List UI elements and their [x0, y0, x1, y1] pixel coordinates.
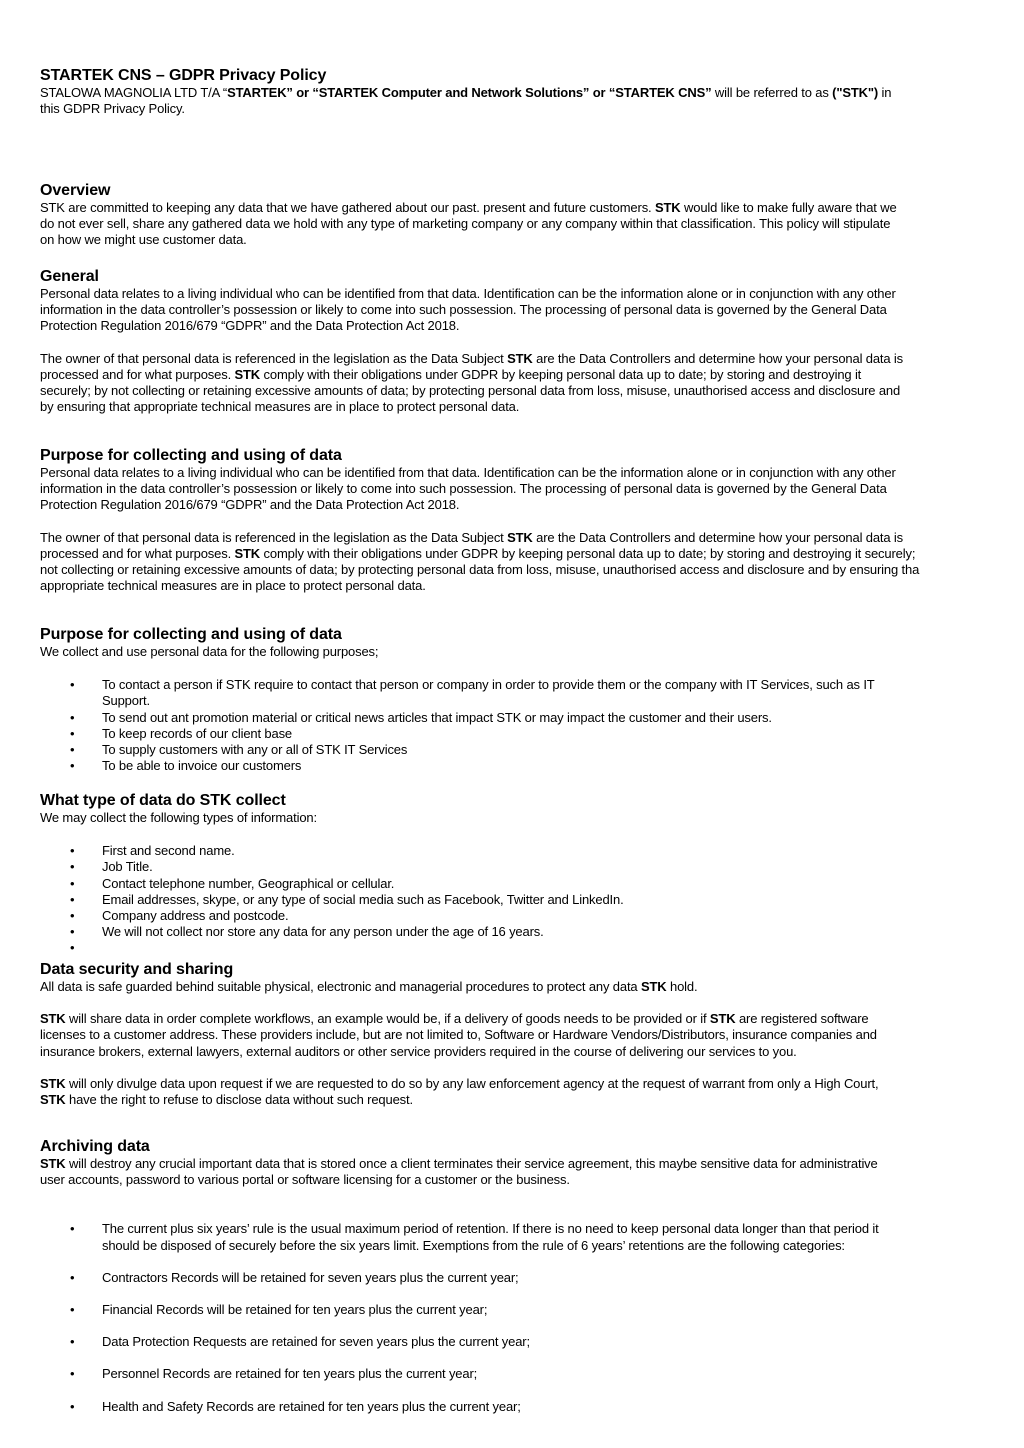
text-line	[40, 1076, 1000, 1092]
bullet-icon: •	[70, 758, 75, 774]
list-item	[40, 908, 1000, 924]
list-item	[40, 1302, 1000, 1318]
list-item-text	[102, 940, 1000, 956]
text-run: Personal data relates to a living individual who can be identified from that data. Identification can be the information alone or in conjunction with any other	[40, 286, 896, 301]
bold-text: ("STK")	[832, 85, 879, 100]
general-paragraph-2	[40, 351, 1000, 416]
text-line	[40, 302, 1000, 318]
bullet-icon: •	[70, 709, 75, 725]
bold-text: STK	[709, 1011, 736, 1027]
text-line	[40, 578, 1000, 594]
text-run: are the Data Controllers and determine how your personal data is	[532, 350, 904, 366]
list-item	[40, 1221, 1000, 1253]
text-run: by ensuring that appropriate technical measures are in place to protect personal data.	[40, 399, 520, 415]
text-run: user accounts, password to various portal or software licensing for a customer or the business.	[40, 1172, 570, 1188]
document-title: STARTEK CNS – GDPR Privacy Policy	[40, 67, 327, 84]
text-run: processed and for what purposes.	[40, 366, 235, 382]
bullet-icon: •	[70, 742, 75, 758]
intro-paragraph	[40, 85, 1000, 117]
text-line	[40, 85, 1000, 101]
text-run: licenses to a customer address. These providers include, but are not limited to, Software or Hardware Vendors/Distributors, insurance companies and	[40, 1027, 877, 1043]
text-line	[40, 497, 1000, 513]
list-item	[40, 876, 1000, 892]
list-item-text: Contact telephone number, Geographical or cellular.	[102, 875, 395, 891]
bold-text: STK	[507, 350, 533, 366]
text-run: processed and for what purposes.	[40, 545, 235, 561]
bold-text: STK	[640, 979, 667, 994]
list-item	[40, 1366, 1000, 1382]
archiving-paragraph	[40, 1156, 1000, 1188]
text-line	[40, 200, 1000, 216]
list-item	[40, 892, 1000, 908]
list-item-text: To keep records of our client base	[102, 725, 293, 741]
list-item-text: Support.	[102, 693, 150, 709]
data-types-list	[40, 843, 1000, 956]
list-item	[40, 742, 1000, 758]
list-item	[40, 1334, 1000, 1350]
text-line	[40, 1027, 1000, 1043]
text-run: will be referred to as	[711, 85, 833, 100]
purpose-list	[40, 677, 1000, 774]
text-run: are the Data Controllers and determine how your personal data is	[532, 529, 904, 545]
text-line	[40, 481, 1000, 497]
text-line	[40, 1172, 1000, 1188]
list-item-text: Job Title.	[102, 859, 153, 875]
bold-text: STARTEK” or “STARTEK Computer and Network Solutions” or “STARTEK CNS”	[227, 85, 712, 100]
text-line	[40, 1156, 1000, 1172]
security-paragraph-3	[40, 1076, 1000, 1108]
list-item-text: Financial Records will be retained for ten years plus the current year;	[102, 1302, 488, 1318]
text-run: have the right to refuse to disclose data without such request.	[65, 1092, 413, 1108]
purpose-paragraph-2	[40, 530, 1000, 595]
security-paragraph-2	[40, 1011, 1000, 1060]
text-run: would like to make fully aware that we	[680, 200, 897, 215]
text-run: on how we might use customer data.	[40, 232, 247, 248]
list-item	[40, 924, 1000, 940]
bullet-icon: •	[70, 725, 75, 741]
list-item	[40, 843, 1000, 859]
section-heading: Data security and sharing	[40, 961, 234, 978]
security-paragraph-1	[40, 979, 1000, 995]
list-item-text: Health and Safety Records are retained for ten years plus the current year;	[102, 1398, 521, 1414]
text-line	[40, 383, 1000, 399]
list-item-text: To contact a person if STK require to contact that person or company in order to provide them or the company with IT Services, such as IT	[102, 677, 875, 693]
text-run: STALOWA MAGNOLIA LTD T/A “	[40, 85, 228, 100]
list-item-text: To supply customers with any or all of STK IT Services	[102, 742, 408, 758]
text-run: in	[878, 85, 892, 100]
text-line	[40, 546, 1000, 562]
bold-text: STK	[234, 366, 261, 382]
text-run: this GDPR Privacy Policy.	[40, 101, 185, 117]
text-run: comply with their obligations under GDPR by keeping personal data up to date; by storing and destroying it securely;	[260, 545, 916, 561]
bold-text: STK	[40, 1075, 66, 1091]
section-general	[40, 268, 1000, 415]
list-item	[40, 859, 1000, 875]
list-item-text: Personnel Records are retained for ten years plus the current year;	[102, 1366, 478, 1382]
text-line	[40, 101, 1000, 117]
bullet-icon: •	[70, 1334, 75, 1350]
text-run: securely; by not collecting or retaining excessive amounts of data; by protecting personal data from loss, misuse, unauthorised access and disclosure and	[40, 383, 901, 399]
data-types-intro: We may collect the following types of information:	[40, 810, 317, 825]
text-run: comply with their obligations under GDPR by keeping personal data up to date; by storing and destroying it	[260, 366, 862, 382]
text-line	[40, 979, 1000, 995]
text-run: not collecting or retaining excessive amounts of data; by protecting personal data from loss, misuse, unauthorised access and disclosure and by ensuring tha	[40, 562, 920, 578]
list-item-text: The current plus six years’ rule is the usual maximum period of retention. If there is no need to keep personal data longer than that period it	[102, 1221, 879, 1237]
text-line	[40, 465, 1000, 481]
text-run: will destroy any crucial important data that is stored once a client terminates their service agreement, this maybe sensitive data for administrative	[65, 1156, 878, 1171]
bullet-icon: •	[70, 891, 75, 907]
list-item-text: First and second name.	[102, 843, 235, 859]
list-item-text: To send out ant promotion material or critical news articles that impact STK or may impact the customer and their users.	[102, 709, 772, 725]
list-item-text: should be disposed of securely before the six years limit. Exemptions from the rule of 6 years’ retentions are the following categories:	[102, 1237, 845, 1253]
text-line	[40, 351, 1000, 367]
section-heading: General	[40, 268, 99, 285]
text-run: information in the data controller’s possession or likely to come into such possession. The processing of personal data is governed by the General Data	[40, 481, 887, 497]
general-paragraph-1	[40, 286, 1000, 335]
section-purpose-2	[40, 626, 1000, 774]
section-security	[40, 961, 1000, 1108]
bold-text: STK	[654, 200, 681, 215]
list-item	[40, 677, 1000, 709]
list-item-text: Company address and postcode.	[102, 908, 289, 924]
overview-paragraph	[40, 200, 1000, 249]
text-run: Personal data relates to a living individual who can be identified from that data. Identification can be the information alone or in conjunction with any other	[40, 465, 896, 480]
text-line	[40, 1092, 1000, 1108]
list-item-text: We will not collect nor store any data for any person under the age of 16 years.	[102, 924, 544, 940]
text-run: are registered software	[735, 1011, 869, 1027]
text-run: The owner of that personal data is referenced in the legislation as the Data Subject	[40, 529, 508, 545]
list-item	[40, 1270, 1000, 1286]
list-item	[40, 1399, 1000, 1415]
text-run: appropriate technical measures are in place to protect personal data.	[40, 578, 426, 594]
text-run: Protection Regulation 2016/679 “GDPR” and the Data Protection Act 2018.	[40, 497, 460, 513]
section-heading: Purpose for collecting and using of data	[40, 626, 342, 643]
title-block	[40, 67, 1000, 117]
text-line	[40, 216, 1000, 232]
text-line	[40, 232, 1000, 248]
bullet-icon: •	[70, 908, 75, 924]
bullet-icon: •	[70, 924, 75, 940]
retention-list	[40, 1221, 1000, 1414]
section-archiving	[40, 1138, 1000, 1431]
bullet-icon: •	[70, 940, 75, 956]
purpose-paragraph-1	[40, 465, 1000, 514]
list-item-text: Email addresses, skype, or any type of social media such as Facebook, Twitter and LinkedIn.	[102, 891, 624, 907]
text-line	[40, 367, 1000, 383]
text-run: will only divulge data upon request if we are requested to do so by any law enforcement agency at the request of warrant from only a High Court,	[65, 1075, 879, 1091]
text-run: Protection Regulation 2016/679 “GDPR” and the Data Protection Act 2018.	[40, 318, 460, 334]
text-line	[40, 399, 1000, 415]
section-heading: Purpose for collecting and using of data	[40, 447, 342, 464]
section-heading: Overview	[40, 182, 111, 199]
text-run: will share data in order complete workflows, an example would be, if a delivery of goods needs to be provided or if	[65, 1011, 710, 1027]
bullet-icon: •	[70, 677, 75, 693]
text-line	[40, 530, 1000, 546]
text-run: hold.	[666, 979, 698, 994]
bold-text: STK	[40, 1156, 66, 1171]
bullet-icon: •	[70, 1398, 75, 1414]
text-run: The owner of that personal data is referenced in the legislation as the Data Subject	[40, 350, 508, 366]
section-data-types	[40, 792, 1000, 957]
list-item-text: Data Protection Requests are retained for seven years plus the current year;	[102, 1334, 530, 1350]
bullet-icon: •	[70, 1366, 75, 1382]
section-overview	[40, 182, 1000, 249]
bullet-icon: •	[70, 859, 75, 875]
list-item	[40, 940, 1000, 956]
bullet-icon: •	[70, 1221, 75, 1237]
purpose-intro: We collect and use personal data for the following purposes;	[40, 644, 379, 659]
list-item-text: Contractors Records will be retained for seven years plus the current year;	[102, 1269, 519, 1285]
text-run: All data is safe guarded behind suitable physical, electronic and managerial procedures to protect any data	[40, 979, 641, 994]
text-line	[40, 1044, 1000, 1060]
section-purpose-1	[40, 447, 1000, 594]
text-line	[40, 286, 1000, 302]
list-item	[40, 726, 1000, 742]
list-item	[40, 758, 1000, 774]
bullet-icon: •	[70, 843, 75, 859]
text-line	[40, 1011, 1000, 1027]
section-heading: Archiving data	[40, 1138, 150, 1155]
bullet-icon: •	[70, 1302, 75, 1318]
bold-text: STK	[40, 1011, 66, 1027]
bold-text: STK	[234, 545, 261, 561]
bullet-icon: •	[70, 875, 75, 891]
bold-text: STK	[40, 1092, 66, 1108]
bold-text: STK	[507, 529, 533, 545]
list-item-text: To be able to invoice our customers	[102, 758, 302, 774]
text-line	[40, 318, 1000, 334]
text-run: insurance brokers, external lawyers, external auditors or other service providers required in the course of delivering our services to you.	[40, 1043, 797, 1059]
list-item	[40, 710, 1000, 726]
text-run: do not ever sell, share any gathered data we hold with any type of marketing company or any company within that classification. This policy will stipulate	[40, 216, 891, 232]
text-line	[40, 562, 1000, 578]
text-run: information in the data controller’s possession or likely to come into such possession. The processing of personal data is governed by the General Data	[40, 302, 887, 318]
text-run: STK are committed to keeping any data that we have gathered about our past. present and future customers.	[40, 200, 655, 215]
bullet-icon: •	[70, 1269, 75, 1285]
section-heading: What type of data do STK collect	[40, 792, 286, 809]
